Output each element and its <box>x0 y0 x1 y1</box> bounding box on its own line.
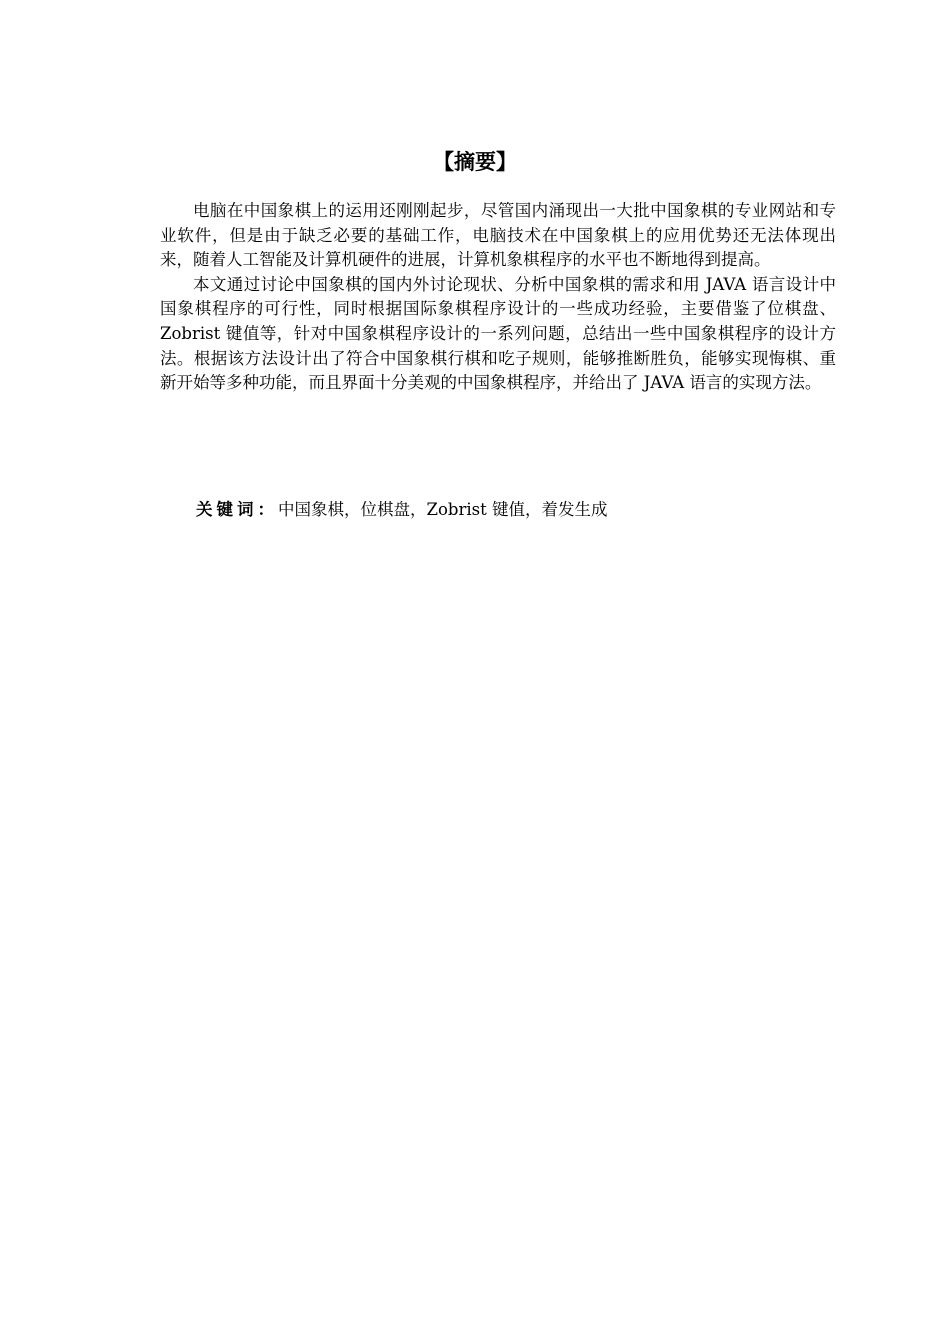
keywords-line <box>196 497 836 523</box>
abstract-heading: 【摘要】 <box>433 150 517 174</box>
abstract-paragraph-1: 电脑在中国象棋上的运用还刚刚起步，尽管国内涌现出一大批中国象棋的专业网站和专业软件，但是由于缺乏必要的基础工作，电脑技术在中国象棋上的应用优势还无法体现出来，随着人工智能及计算机硬件的进展，计算机象棋程序的水平也不断地得到提高。 <box>160 201 836 270</box>
abstract-body <box>160 199 836 396</box>
abstract-paragraph-2: 本文通过讨论中国象棋的国内外讨论现状、分析中国象棋的需求和用 JAVA 语言设计中国象棋程序的可行性，同时根据国际象棋程序设计的一些成功经验，主要借鉴了位棋盘、Zobrist 键值等，针对中国象棋程序设计的一系列问题，总结出一些中国象棋程序的设计方法。根据该方法设计出了符合中国象棋行棋和吃子规则，能够推断胜负，能够实现悔棋、重新开始等多种功能，而且界面十分美观的中国象棋程序，并给出了 JAVA 语言的实现方法。 <box>160 274 836 393</box>
keywords-value: 中国象棋，位棋盘，Zobrist 键值，着发生成 <box>278 500 608 519</box>
keywords-label: 关键词： <box>196 500 278 519</box>
